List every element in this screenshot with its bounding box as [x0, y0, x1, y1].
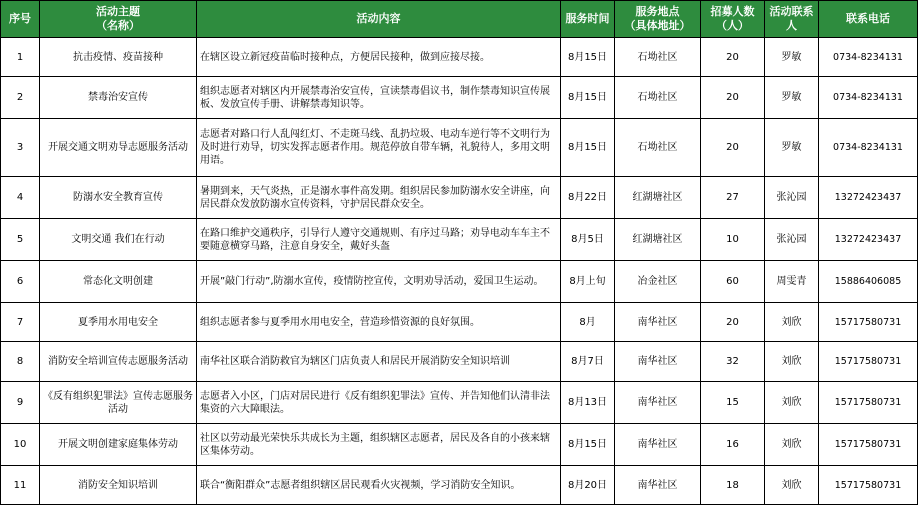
cell-theme: 常态化文明创建 — [40, 261, 197, 303]
cell-recruit: 16 — [701, 424, 765, 466]
header-phone: 联系电话 — [819, 1, 918, 38]
cell-place: 冶金社区 — [615, 261, 701, 303]
cell-recruit: 20 — [701, 119, 765, 177]
cell-no: 10 — [1, 424, 40, 466]
cell-no: 9 — [1, 382, 40, 424]
table-row — [1, 77, 918, 119]
cell-contact: 刘欣 — [765, 424, 819, 466]
table-row — [1, 219, 918, 261]
cell-phone: 13272423437 — [819, 177, 918, 219]
header-time: 服务时间 — [561, 1, 615, 38]
cell-time: 8月20日 — [561, 466, 615, 505]
cell-theme: 开展交通文明劝导志愿服务活动 — [40, 119, 197, 177]
cell-content: 志愿者入小区，门店对居民进行《反有组织犯罪法》宣传、并告知他们认清非法集资的六大障眼法。 — [197, 382, 561, 424]
cell-recruit: 18 — [701, 466, 765, 505]
cell-theme: 《反有组织犯罪法》宣传志愿服务活动 — [40, 382, 197, 424]
header-theme-line2: （名称） — [96, 19, 140, 32]
cell-content: 在路口维护交通秩序，引导行人遵守交通规则、有序过马路；劝导电动车车主不要随意横穿马路，注意自身安全，戴好头盔 — [197, 219, 561, 261]
cell-contact: 周雯青 — [765, 261, 819, 303]
header-theme-line1: 活动主题 — [96, 5, 140, 18]
cell-no: 8 — [1, 342, 40, 382]
cell-phone: 15717580731 — [819, 424, 918, 466]
cell-no: 5 — [1, 219, 40, 261]
cell-place: 南华社区 — [615, 342, 701, 382]
cell-place: 石坳社区 — [615, 119, 701, 177]
header-place — [615, 1, 701, 38]
cell-content: 开展”敲门行动”,防溺水宣传，疫情防控宣传，文明劝导活动，爱国卫生运动。 — [197, 261, 561, 303]
cell-content: 暑期到来，天气炎热，正是溺水事件高发期。组织居民参加防溺水安全讲座，向居民群众发放防溺水宣传资料，守护居民群众安全。 — [197, 177, 561, 219]
cell-place: 石坳社区 — [615, 38, 701, 77]
table-row — [1, 177, 918, 219]
cell-contact: 罗敏 — [765, 77, 819, 119]
cell-phone: 0734-8234131 — [819, 77, 918, 119]
cell-theme: 文明交通 我们在行动 — [40, 219, 197, 261]
cell-time: 8月5日 — [561, 219, 615, 261]
table-row — [1, 424, 918, 466]
header-no: 序号 — [1, 1, 40, 38]
table-row — [1, 261, 918, 303]
cell-recruit: 32 — [701, 342, 765, 382]
cell-time: 8月13日 — [561, 382, 615, 424]
cell-contact: 刘欣 — [765, 382, 819, 424]
cell-phone: 0734-8234131 — [819, 38, 918, 77]
cell-phone: 15717580731 — [819, 303, 918, 342]
cell-content: 组织志愿者对辖区内开展禁毒治安宣传，宣读禁毒倡议书，制作禁毒知识宣传展板、发放宣传手册、讲解禁毒知识等。 — [197, 77, 561, 119]
cell-recruit: 20 — [701, 303, 765, 342]
header-theme — [40, 1, 197, 38]
cell-no: 3 — [1, 119, 40, 177]
cell-place: 南华社区 — [615, 424, 701, 466]
cell-place: 南华社区 — [615, 466, 701, 505]
header-row — [1, 1, 918, 38]
cell-contact: 张沁园 — [765, 219, 819, 261]
table-row — [1, 38, 918, 77]
cell-phone: 15717580731 — [819, 466, 918, 505]
cell-theme: 开展文明创建家庭集体劳动 — [40, 424, 197, 466]
cell-place: 红湖塘社区 — [615, 219, 701, 261]
cell-content: 南华社区联合消防救官为辖区门店负责人和居民开展消防安全知识培训 — [197, 342, 561, 382]
table-row — [1, 119, 918, 177]
cell-no: 11 — [1, 466, 40, 505]
cell-time: 8月15日 — [561, 38, 615, 77]
cell-no: 2 — [1, 77, 40, 119]
cell-phone: 13272423437 — [819, 219, 918, 261]
cell-time: 8月15日 — [561, 77, 615, 119]
cell-place: 南华社区 — [615, 303, 701, 342]
cell-contact: 罗敏 — [765, 119, 819, 177]
cell-phone: 15717580731 — [819, 382, 918, 424]
cell-content: 在辖区设立新冠疫苗临时接种点，方便居民接种，做到应接尽接。 — [197, 38, 561, 77]
cell-theme: 消防安全培训宣传志愿服务活动 — [40, 342, 197, 382]
cell-content: 联合“衡阳群众”志愿者组织辖区居民观看火灾视频，学习消防安全知识。 — [197, 466, 561, 505]
cell-theme: 夏季用水用电安全 — [40, 303, 197, 342]
cell-recruit: 20 — [701, 77, 765, 119]
cell-content: 社区以劳动最光荣快乐共成长为主题，组织辖区志愿者，居民及各自的小孩来辖区集体劳动。 — [197, 424, 561, 466]
cell-theme: 消防安全知识培训 — [40, 466, 197, 505]
cell-time: 8月 — [561, 303, 615, 342]
cell-time: 8月15日 — [561, 424, 615, 466]
header-contact: 活动联系人 — [765, 1, 819, 38]
cell-contact: 刘欣 — [765, 466, 819, 505]
cell-place: 南华社区 — [615, 382, 701, 424]
table-row — [1, 303, 918, 342]
cell-phone: 15717580731 — [819, 342, 918, 382]
cell-recruit: 15 — [701, 382, 765, 424]
cell-no: 6 — [1, 261, 40, 303]
cell-content: 组织志愿者参与夏季用水用电安全，营造珍惜资源的良好氛围。 — [197, 303, 561, 342]
cell-no: 4 — [1, 177, 40, 219]
cell-place: 红湖塘社区 — [615, 177, 701, 219]
table-row — [1, 342, 918, 382]
cell-contact: 罗敏 — [765, 38, 819, 77]
cell-recruit: 20 — [701, 38, 765, 77]
cell-place: 石坳社区 — [615, 77, 701, 119]
header-recruit: 招募人数（人） — [701, 1, 765, 38]
cell-recruit: 60 — [701, 261, 765, 303]
cell-no: 1 — [1, 38, 40, 77]
cell-recruit: 10 — [701, 219, 765, 261]
cell-contact: 刘欣 — [765, 342, 819, 382]
cell-time: 8月22日 — [561, 177, 615, 219]
cell-time: 8月7日 — [561, 342, 615, 382]
cell-time: 8月15日 — [561, 119, 615, 177]
table-row — [1, 466, 918, 505]
cell-time: 8月上旬 — [561, 261, 615, 303]
header-place-line1: 服务地点 — [635, 5, 680, 18]
cell-recruit: 27 — [701, 177, 765, 219]
cell-theme: 抗击疫情、疫苗接种 — [40, 38, 197, 77]
header-content: 活动内容 — [197, 1, 561, 38]
cell-contact: 刘欣 — [765, 303, 819, 342]
table-row — [1, 382, 918, 424]
cell-theme: 禁毒治安宣传 — [40, 77, 197, 119]
cell-phone: 0734-8234131 — [819, 119, 918, 177]
cell-phone: 15886406085 — [819, 261, 918, 303]
cell-theme: 防溺水安全教育宣传 — [40, 177, 197, 219]
header-place-line2: （具体地址） — [624, 19, 691, 32]
cell-contact: 张沁园 — [765, 177, 819, 219]
cell-content: 志愿者对路口行人乱闯红灯、不走斑马线、乱扔垃圾、电动车逆行等不文明行为及时进行劝导，切实发挥志愿者作用。规范停放自带车辆，礼貌待人，多用文明用语。 — [197, 119, 561, 177]
cell-no: 7 — [1, 303, 40, 342]
